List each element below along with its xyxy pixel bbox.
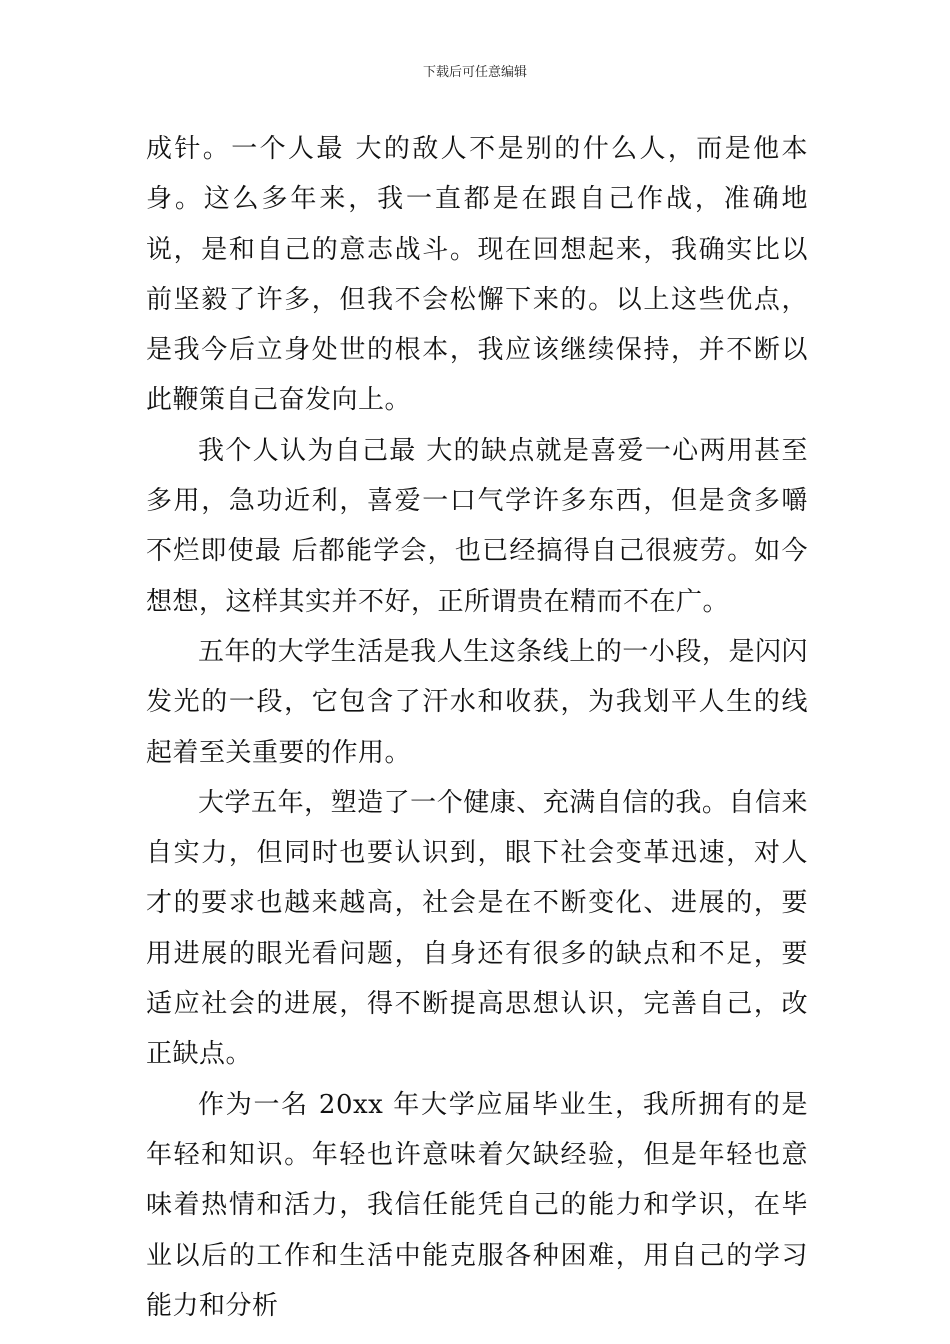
paragraph-continuation: 成针。一个人最 大的敌人不是别的什么人，而是他本身。这么多年来，我一直都是在跟自己作战，准确地说，是和自己的意志战斗。现在回想起来，我确实比以前坚毅了许多，但我不会松懈下来的。以上这些优点，是我今后立身处世的根本，我应该继续保持，并不断以此鞭策自己奋发向上。 <box>146 134 808 416</box>
paragraph-weakness: 我个人认为自己最 大的缺点就是喜爱一心两用甚至多用，急功近利，喜爱一口气学许多东西，但是贪多嚼不烂即使最 后都能学会，也已经搞得自己很疲劳。如今想想，这样其实并不好，正所谓贵在精而不在广。 <box>146 435 808 617</box>
page-header: 下载后可任意编辑 <box>422 65 527 80</box>
paragraph-graduate: 作为一名 20xx 年大学应届毕业生，我所拥有的是年轻和知识。年轻也许意味着欠缺经验，但是年轻也意味着热情和活力，我信任能凭自己的能力和学识，在毕业以后的工作和生活中能克服各种困难，用自己的学习能力和分析 <box>146 1089 808 1321</box>
paragraph-confidence: 大学五年，塑造了一个健康、充满自信的我。自信来自实力，但同时也要认识到，眼下社会变革迅速，对人才的要求也越来越高，社会是在不断变化、进展的，要用进展的眼光看问题，自身还有很多的缺点和不足，要适应社会的进展，得不断提高思想认识，完善自己，改正缺点。 <box>146 787 808 1070</box>
document-body <box>146 124 808 1331</box>
paragraph-university-life: 五年的大学生活是我人生这条线上的一小段，是闪闪发光的一段，它包含了汗水和收获，为我划平人生的线起着至关重要的作用。 <box>146 636 808 768</box>
